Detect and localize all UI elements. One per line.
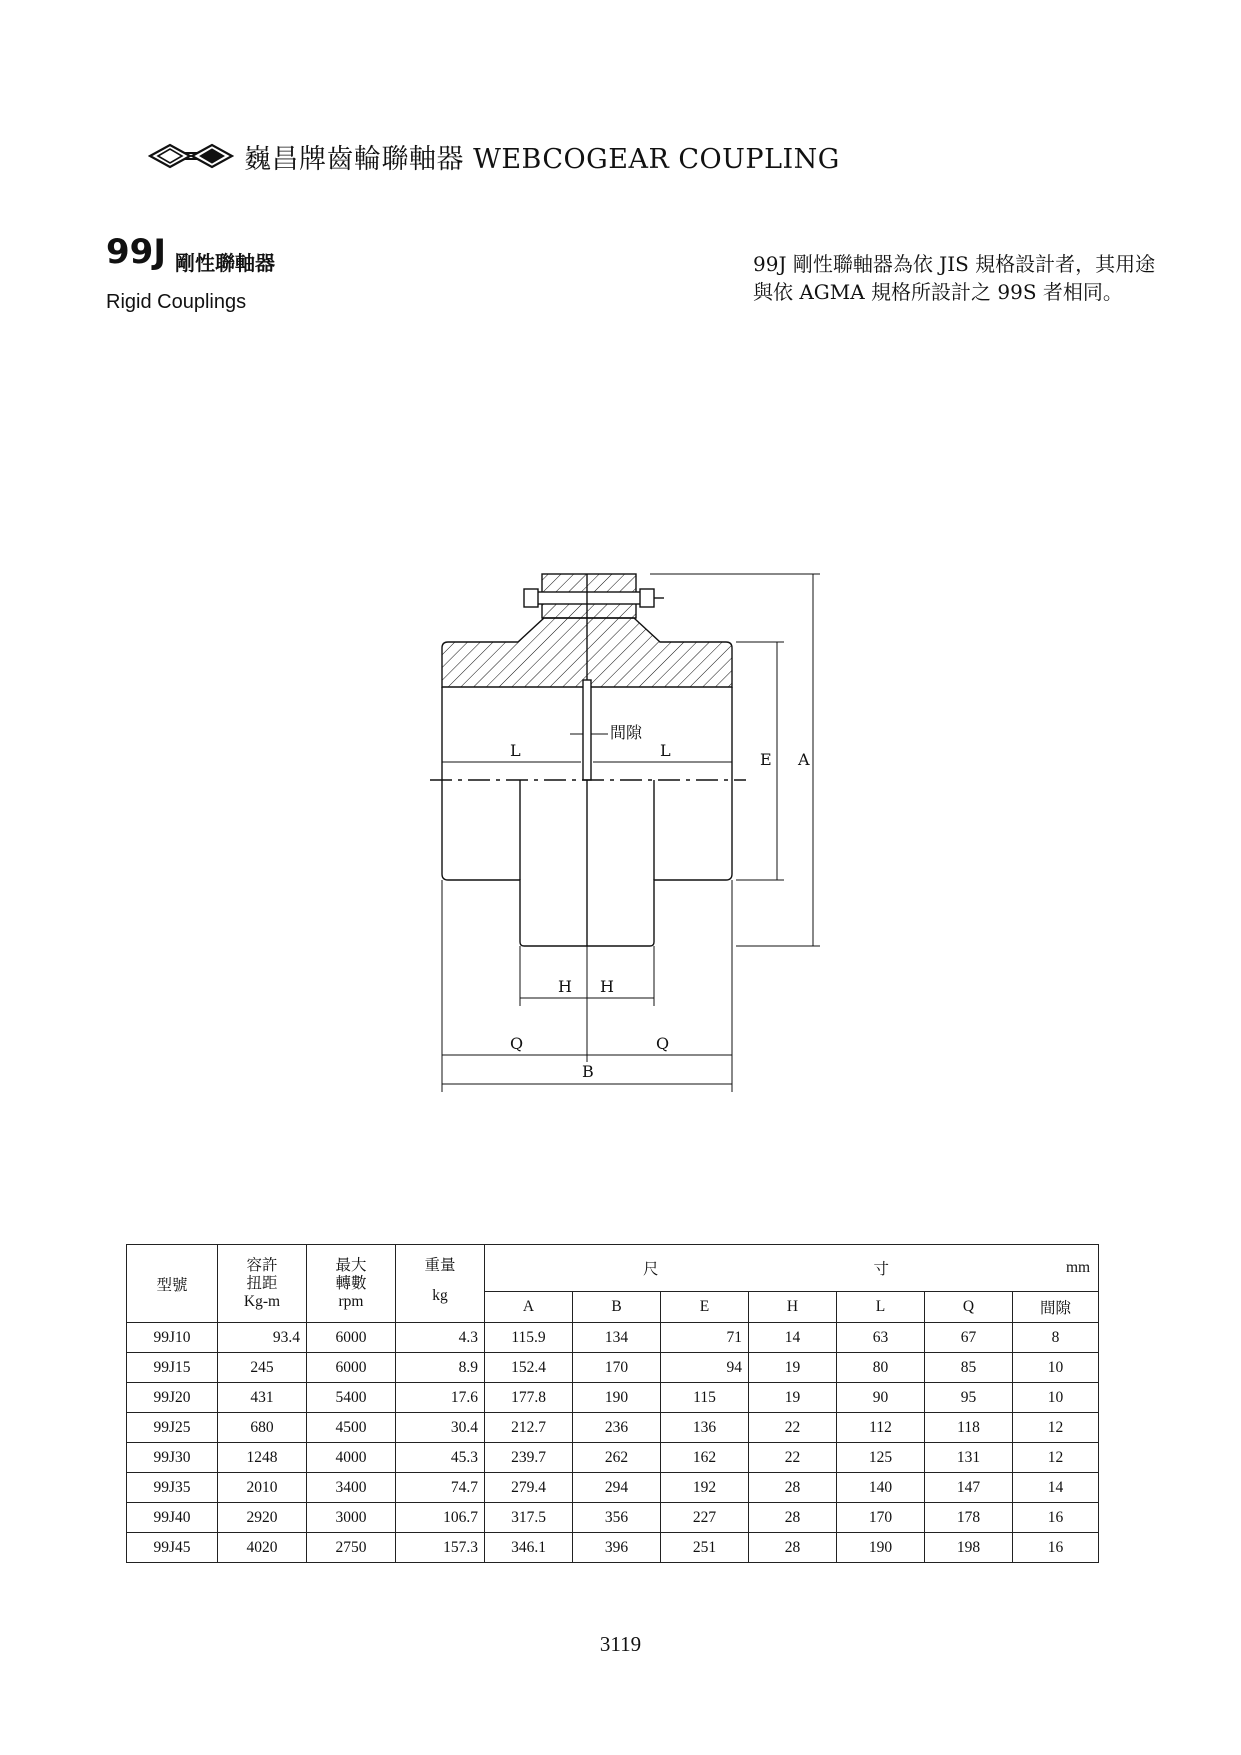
cell-Q: 147 [925,1473,1013,1503]
cell-E: 115 [661,1383,749,1413]
page-number: 3119 [599,1632,642,1656]
cell-Q: 178 [925,1503,1013,1533]
cell-A: 177.8 [485,1383,573,1413]
label-L-left: L [510,741,521,760]
cell-A: 346.1 [485,1533,573,1563]
header-dim-unit: mm [1065,1259,1091,1276]
cell-weight: 45.3 [396,1443,485,1473]
description-line: 與依 AGMA 規格所設計之 99S 者相同。 [753,280,1123,304]
cell-L: 90 [837,1383,925,1413]
table-row [127,1473,1099,1503]
cell-H: 28 [749,1533,837,1563]
label-Q-right: Q [656,1034,670,1053]
label-H-left: H [558,977,572,996]
cell-E: 227 [661,1503,749,1533]
product-name-cn: 剛性聯軸器 [175,251,275,275]
header-dim-Q: Q [925,1292,1013,1323]
cell-H: 19 [749,1353,837,1383]
cell-gap: 14 [1013,1473,1099,1503]
header-model: 型號 [127,1245,218,1323]
cell-model: 99J10 [127,1323,218,1353]
table-row [127,1503,1099,1533]
cell-speed: 3000 [307,1503,396,1533]
header-torque-line2: 扭距 [246,1274,278,1292]
cell-speed: 4500 [307,1413,396,1443]
cell-E: 162 [661,1443,749,1473]
cell-speed: 5400 [307,1383,396,1413]
label-E: E [760,750,772,769]
coupling-section [430,574,820,1092]
header-torque [218,1245,307,1323]
cell-model: 99J15 [127,1353,218,1383]
cell-L: 80 [837,1353,925,1383]
cell-E: 192 [661,1473,749,1503]
label-A: A [798,750,810,769]
cell-E: 94 [661,1353,749,1383]
cell-torque: 680 [218,1413,307,1443]
cell-gap: 16 [1013,1503,1099,1533]
cell-gap: 10 [1013,1353,1099,1383]
cell-gap: 8 [1013,1323,1099,1353]
cell-speed: 3400 [307,1473,396,1503]
header-weight-unit: kg [432,1287,448,1304]
label-gap: 間隙 [610,723,643,742]
cell-E: 136 [661,1413,749,1443]
cell-weight: 4.3 [396,1323,485,1353]
cell-B: 190 [573,1383,661,1413]
cell-model: 99J40 [127,1503,218,1533]
cell-model: 99J25 [127,1413,218,1443]
label-B: B [582,1062,594,1081]
coupling-drawing [420,562,840,1102]
cell-torque: 2920 [218,1503,307,1533]
cell-B: 356 [573,1503,661,1533]
header-dim-B: B [573,1292,661,1323]
cell-model: 99J30 [127,1443,218,1473]
page-header [148,136,840,176]
cell-gap: 12 [1013,1413,1099,1443]
product-name-en: Rigid Couplings [106,291,247,313]
header-dim-H: H [749,1292,837,1323]
cell-torque: 431 [218,1383,307,1413]
cell-gap: 10 [1013,1383,1099,1413]
cell-H: 19 [749,1383,837,1413]
cell-torque: 2010 [218,1473,307,1503]
table-row [127,1443,1099,1473]
table-row [127,1413,1099,1443]
cell-model: 99J35 [127,1473,218,1503]
header-dim-E: E [661,1292,749,1323]
cell-Q: 95 [925,1383,1013,1413]
cell-model: 99J45 [127,1533,218,1563]
cell-torque: 93.4 [218,1323,307,1353]
cell-torque: 1248 [218,1443,307,1473]
cell-Q: 67 [925,1323,1013,1353]
header-dim-label-1: 尺 [643,1261,659,1278]
cell-H: 22 [749,1443,837,1473]
header-speed-line1: 最大 [335,1256,367,1274]
description-line: 99J 剛性聯軸器為依 JIS 規格設計者，其用途 [753,252,1156,276]
cell-gap: 12 [1013,1443,1099,1473]
label-L-right: L [660,741,671,760]
cell-weight: 106.7 [396,1503,485,1533]
table-row [127,1533,1099,1563]
cell-H: 14 [749,1323,837,1353]
cell-B: 262 [573,1443,661,1473]
cell-speed: 6000 [307,1353,396,1383]
header-dim-L: L [837,1292,925,1323]
cell-L: 170 [837,1503,925,1533]
label-H-right: H [600,977,614,996]
cell-A: 239.7 [485,1443,573,1473]
cell-E: 251 [661,1533,749,1563]
header-weight-label: 重量 [424,1257,456,1274]
spec-table-body [127,1323,1099,1563]
header-speed-unit: rpm [338,1292,364,1310]
table-row [127,1353,1099,1383]
cell-model: 99J20 [127,1383,218,1413]
cell-A: 317.5 [485,1503,573,1533]
cell-A: 279.4 [485,1473,573,1503]
cell-B: 134 [573,1323,661,1353]
cell-Q: 198 [925,1533,1013,1563]
cell-E: 71 [661,1323,749,1353]
cell-speed: 4000 [307,1443,396,1473]
cell-B: 396 [573,1533,661,1563]
cell-B: 236 [573,1413,661,1443]
cell-torque: 245 [218,1353,307,1383]
cell-torque: 4020 [218,1533,307,1563]
cell-L: 63 [837,1323,925,1353]
product-description [753,250,1163,306]
header-torque-line1: 容許 [246,1256,278,1274]
header-speed [307,1245,396,1323]
cell-gap: 16 [1013,1533,1099,1563]
header-torque-unit: Kg-m [243,1292,281,1310]
cell-Q: 85 [925,1353,1013,1383]
cell-A: 152.4 [485,1353,573,1383]
cell-speed: 6000 [307,1323,396,1353]
cell-A: 115.9 [485,1323,573,1353]
header-speed-line2: 轉數 [335,1274,367,1292]
cell-L: 190 [837,1533,925,1563]
cell-weight: 157.3 [396,1533,485,1563]
cell-H: 22 [749,1413,837,1443]
cell-L: 140 [837,1473,925,1503]
cell-weight: 17.6 [396,1383,485,1413]
cell-A: 212.7 [485,1413,573,1443]
cell-B: 170 [573,1353,661,1383]
header-title: 巍昌牌齒輪聯軸器 WEBCOGEAR COUPLING [244,143,840,175]
cell-weight: 8.9 [396,1353,485,1383]
cell-weight: 30.4 [396,1413,485,1443]
label-Q-left: Q [510,1034,524,1053]
table-row [127,1323,1099,1353]
cell-Q: 118 [925,1413,1013,1443]
cell-L: 125 [837,1443,925,1473]
cell-speed: 2750 [307,1533,396,1563]
model-number: 99J [106,232,166,272]
header-weight [396,1245,485,1323]
table-row [127,1383,1099,1413]
header-dim-label-2: 寸 [873,1261,890,1278]
cell-H: 28 [749,1503,837,1533]
cell-H: 28 [749,1473,837,1503]
header-dim-A: A [485,1292,573,1323]
header-dim-gap: 間隙 [1013,1292,1099,1323]
cell-Q: 131 [925,1443,1013,1473]
header-dimensions [485,1245,1099,1292]
spec-table [126,1244,1099,1563]
brand-logo-icon [148,141,234,171]
cell-B: 294 [573,1473,661,1503]
cell-L: 112 [837,1413,925,1443]
cell-weight: 74.7 [396,1473,485,1503]
